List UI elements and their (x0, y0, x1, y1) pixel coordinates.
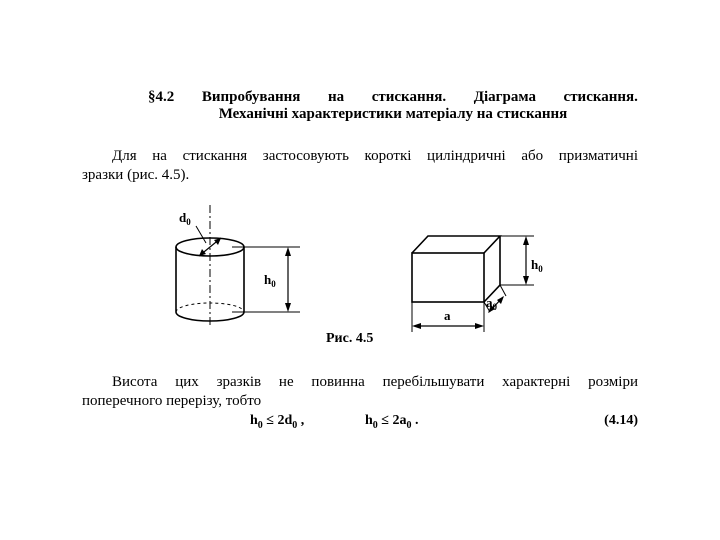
height-line1: Висота цих зразків не повинна перебільшувати характерні розміри (112, 374, 638, 390)
figure-caption: Рис. 4.5 (326, 331, 374, 346)
height-paragraph (82, 373, 638, 411)
formula-4-14 (82, 413, 638, 433)
title-word: стискання. (563, 89, 638, 105)
title-word: Діаграма (473, 89, 536, 105)
label-a0: $a_0$ (486, 295, 497, 312)
prism-specimen (412, 236, 534, 332)
title-word: стискання. (371, 89, 447, 105)
formula-prism: $h_0 \le 2a_0$ . (365, 413, 419, 431)
label-a: a (444, 308, 451, 323)
label-d0: $d_0$ (179, 210, 191, 227)
label-h0-cylinder: $h_0$ (264, 272, 276, 289)
section-title-line2: Механічні характеристики матеріалу на стискання (218, 106, 568, 122)
formula-cylinder: $h_0 \le 2d_0$ , (250, 413, 305, 431)
title-word: на (327, 89, 345, 105)
height-line2: поперечного перерізу, тобто (82, 393, 262, 409)
label-h0-prism: $h_0$ (531, 257, 543, 274)
title-word: Випробування (201, 89, 301, 105)
section-number: §4.2 (148, 89, 175, 105)
intro-line1: Для на стискання застосовують короткі циліндричні або призматичні (112, 148, 638, 164)
intro-line2: зразки (рис. 4.5). (82, 167, 190, 183)
cylinder-specimen (176, 205, 300, 328)
prism-front (412, 253, 484, 302)
equation-number: (4.14) (604, 413, 638, 428)
